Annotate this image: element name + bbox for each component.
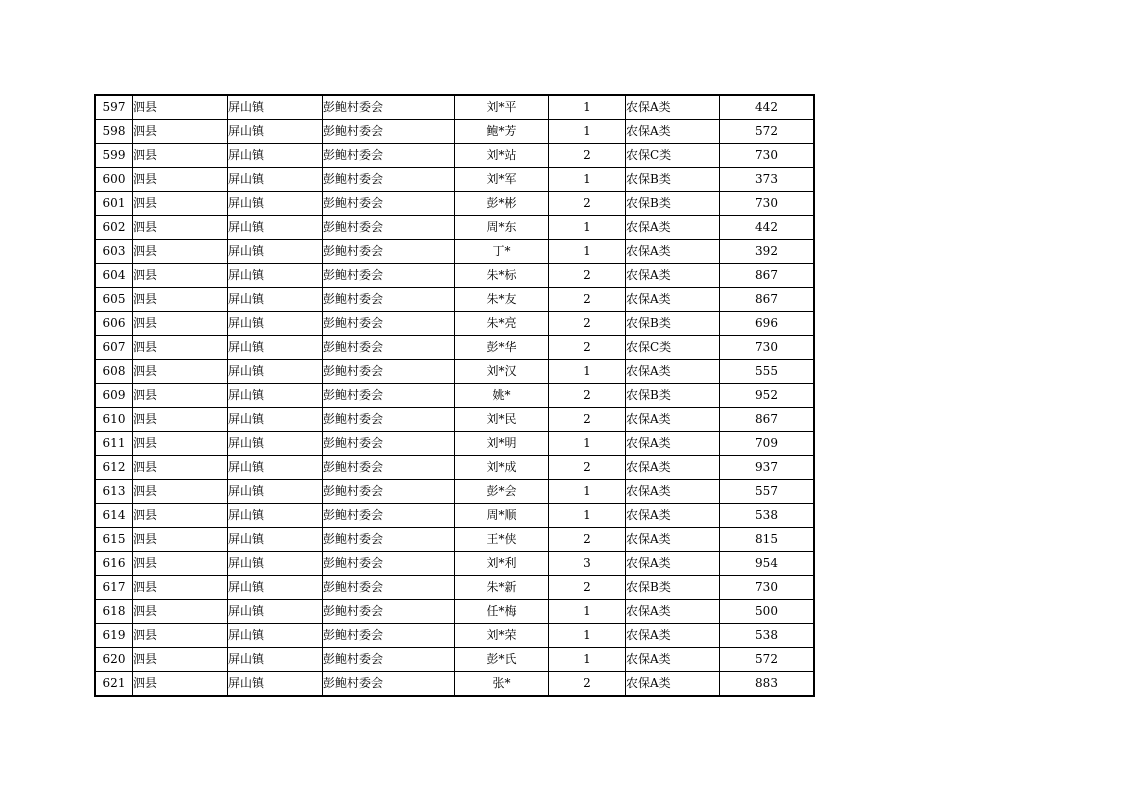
town-cell: 屏山镇 (228, 384, 323, 408)
town-cell: 屏山镇 (228, 408, 323, 432)
people-count-cell: 2 (549, 672, 626, 697)
people-count-cell: 1 (549, 432, 626, 456)
amount-cell: 442 (720, 95, 815, 120)
amount-cell: 500 (720, 600, 815, 624)
town-cell: 屏山镇 (228, 192, 323, 216)
name-cell: 彭*会 (455, 480, 549, 504)
village-cell: 彭鲍村委会 (323, 600, 455, 624)
row-number-cell: 598 (95, 120, 133, 144)
amount-cell: 937 (720, 456, 815, 480)
town-cell: 屏山镇 (228, 168, 323, 192)
insurance-type-cell: 农保A类 (626, 360, 720, 384)
name-cell: 朱*标 (455, 264, 549, 288)
table-row (95, 336, 814, 360)
insurance-type-cell: 农保A类 (626, 408, 720, 432)
town-cell: 屏山镇 (228, 288, 323, 312)
insurance-type-cell: 农保B类 (626, 168, 720, 192)
people-count-cell: 2 (549, 528, 626, 552)
county-cell: 泗县 (133, 552, 228, 576)
county-cell: 泗县 (133, 504, 228, 528)
table-row (95, 288, 814, 312)
people-count-cell: 2 (549, 576, 626, 600)
amount-cell: 442 (720, 216, 815, 240)
village-cell: 彭鲍村委会 (323, 95, 455, 120)
amount-cell: 954 (720, 552, 815, 576)
row-number-cell: 620 (95, 648, 133, 672)
village-cell: 彭鲍村委会 (323, 456, 455, 480)
insurance-type-cell: 农保A类 (626, 528, 720, 552)
people-count-cell: 1 (549, 480, 626, 504)
people-count-cell: 1 (549, 120, 626, 144)
name-cell: 刘*明 (455, 432, 549, 456)
county-cell: 泗县 (133, 360, 228, 384)
people-count-cell: 1 (549, 360, 626, 384)
row-number-cell: 611 (95, 432, 133, 456)
name-cell: 刘*成 (455, 456, 549, 480)
insurance-type-cell: 农保A类 (626, 504, 720, 528)
county-cell: 泗县 (133, 432, 228, 456)
village-cell: 彭鲍村委会 (323, 624, 455, 648)
people-count-cell: 2 (549, 144, 626, 168)
name-cell: 周*东 (455, 216, 549, 240)
amount-cell: 815 (720, 528, 815, 552)
name-cell: 刘*荣 (455, 624, 549, 648)
name-cell: 彭*彬 (455, 192, 549, 216)
amount-cell: 730 (720, 336, 815, 360)
village-cell: 彭鲍村委会 (323, 480, 455, 504)
village-cell: 彭鲍村委会 (323, 648, 455, 672)
village-cell: 彭鲍村委会 (323, 408, 455, 432)
town-cell: 屏山镇 (228, 264, 323, 288)
amount-cell: 952 (720, 384, 815, 408)
town-cell: 屏山镇 (228, 528, 323, 552)
table-row (95, 120, 814, 144)
amount-cell: 730 (720, 192, 815, 216)
county-cell: 泗县 (133, 480, 228, 504)
people-count-cell: 2 (549, 192, 626, 216)
people-count-cell: 2 (549, 312, 626, 336)
name-cell: 刘*汉 (455, 360, 549, 384)
row-number-cell: 602 (95, 216, 133, 240)
row-number-cell: 599 (95, 144, 133, 168)
county-cell: 泗县 (133, 528, 228, 552)
county-cell: 泗县 (133, 576, 228, 600)
row-number-cell: 605 (95, 288, 133, 312)
town-cell: 屏山镇 (228, 144, 323, 168)
row-number-cell: 603 (95, 240, 133, 264)
people-count-cell: 1 (549, 216, 626, 240)
insurance-type-cell: 农保A类 (626, 600, 720, 624)
people-count-cell: 2 (549, 264, 626, 288)
row-number-cell: 607 (95, 336, 133, 360)
county-cell: 泗县 (133, 672, 228, 697)
people-count-cell: 2 (549, 456, 626, 480)
village-cell: 彭鲍村委会 (323, 672, 455, 697)
name-cell: 刘*利 (455, 552, 549, 576)
row-number-cell: 616 (95, 552, 133, 576)
people-count-cell: 2 (549, 408, 626, 432)
county-cell: 泗县 (133, 120, 228, 144)
table-row (95, 360, 814, 384)
insurance-type-cell: 农保A类 (626, 95, 720, 120)
county-cell: 泗县 (133, 168, 228, 192)
town-cell: 屏山镇 (228, 312, 323, 336)
village-cell: 彭鲍村委会 (323, 336, 455, 360)
insurance-type-cell: 农保A类 (626, 120, 720, 144)
village-cell: 彭鲍村委会 (323, 312, 455, 336)
amount-cell: 730 (720, 144, 815, 168)
row-number-cell: 597 (95, 95, 133, 120)
table-row (95, 576, 814, 600)
county-cell: 泗县 (133, 384, 228, 408)
county-cell: 泗县 (133, 216, 228, 240)
table-row (95, 456, 814, 480)
amount-cell: 867 (720, 288, 815, 312)
county-cell: 泗县 (133, 144, 228, 168)
name-cell: 朱*新 (455, 576, 549, 600)
name-cell: 刘*站 (455, 144, 549, 168)
people-count-cell: 2 (549, 288, 626, 312)
table-row (95, 432, 814, 456)
people-count-cell: 1 (549, 240, 626, 264)
table-row (95, 408, 814, 432)
table-row (95, 192, 814, 216)
people-count-cell: 1 (549, 95, 626, 120)
village-cell: 彭鲍村委会 (323, 528, 455, 552)
row-number-cell: 618 (95, 600, 133, 624)
town-cell: 屏山镇 (228, 576, 323, 600)
town-cell: 屏山镇 (228, 552, 323, 576)
amount-cell: 392 (720, 240, 815, 264)
county-cell: 泗县 (133, 336, 228, 360)
row-number-cell: 615 (95, 528, 133, 552)
name-cell: 鲍*芳 (455, 120, 549, 144)
table-row (95, 528, 814, 552)
people-count-cell: 1 (549, 624, 626, 648)
amount-cell: 730 (720, 576, 815, 600)
town-cell: 屏山镇 (228, 216, 323, 240)
amount-cell: 696 (720, 312, 815, 336)
row-number-cell: 600 (95, 168, 133, 192)
table-row (95, 648, 814, 672)
table-row (95, 216, 814, 240)
table-row (95, 624, 814, 648)
town-cell: 屏山镇 (228, 624, 323, 648)
insurance-type-cell: 农保A类 (626, 480, 720, 504)
name-cell: 刘*军 (455, 168, 549, 192)
people-count-cell: 1 (549, 648, 626, 672)
village-cell: 彭鲍村委会 (323, 432, 455, 456)
table-row (95, 240, 814, 264)
amount-cell: 709 (720, 432, 815, 456)
amount-cell: 867 (720, 408, 815, 432)
town-cell: 屏山镇 (228, 240, 323, 264)
people-count-cell: 1 (549, 600, 626, 624)
insurance-type-cell: 农保C类 (626, 336, 720, 360)
village-cell: 彭鲍村委会 (323, 120, 455, 144)
table-row (95, 504, 814, 528)
insurance-type-cell: 农保A类 (626, 264, 720, 288)
row-number-cell: 619 (95, 624, 133, 648)
village-cell: 彭鲍村委会 (323, 144, 455, 168)
row-number-cell: 609 (95, 384, 133, 408)
row-number-cell: 610 (95, 408, 133, 432)
village-cell: 彭鲍村委会 (323, 576, 455, 600)
county-cell: 泗县 (133, 456, 228, 480)
town-cell: 屏山镇 (228, 120, 323, 144)
insurance-type-cell: 农保B类 (626, 312, 720, 336)
name-cell: 朱*友 (455, 288, 549, 312)
row-number-cell: 601 (95, 192, 133, 216)
insurance-type-cell: 农保C类 (626, 144, 720, 168)
table-row (95, 95, 814, 120)
people-count-cell: 1 (549, 168, 626, 192)
village-cell: 彭鲍村委会 (323, 240, 455, 264)
table-row (95, 144, 814, 168)
insurance-type-cell: 农保A类 (626, 552, 720, 576)
village-cell: 彭鲍村委会 (323, 384, 455, 408)
name-cell: 任*梅 (455, 600, 549, 624)
name-cell: 彭*氏 (455, 648, 549, 672)
name-cell: 彭*华 (455, 336, 549, 360)
name-cell: 王*侠 (455, 528, 549, 552)
row-number-cell: 614 (95, 504, 133, 528)
amount-cell: 572 (720, 648, 815, 672)
insurance-type-cell: 农保A类 (626, 456, 720, 480)
village-cell: 彭鲍村委会 (323, 552, 455, 576)
people-count-cell: 2 (549, 384, 626, 408)
table-row (95, 480, 814, 504)
county-cell: 泗县 (133, 648, 228, 672)
town-cell: 屏山镇 (228, 456, 323, 480)
name-cell: 刘*平 (455, 95, 549, 120)
village-cell: 彭鲍村委会 (323, 360, 455, 384)
row-number-cell: 612 (95, 456, 133, 480)
insurance-type-cell: 农保A类 (626, 216, 720, 240)
table-row (95, 552, 814, 576)
insurance-type-cell: 农保B类 (626, 384, 720, 408)
county-cell: 泗县 (133, 240, 228, 264)
town-cell: 屏山镇 (228, 95, 323, 120)
village-cell: 彭鲍村委会 (323, 264, 455, 288)
name-cell: 刘*民 (455, 408, 549, 432)
row-number-cell: 606 (95, 312, 133, 336)
people-count-cell: 1 (549, 504, 626, 528)
county-cell: 泗县 (133, 624, 228, 648)
row-number-cell: 604 (95, 264, 133, 288)
row-number-cell: 617 (95, 576, 133, 600)
people-count-cell: 2 (549, 336, 626, 360)
town-cell: 屏山镇 (228, 504, 323, 528)
village-cell: 彭鲍村委会 (323, 168, 455, 192)
table-row (95, 384, 814, 408)
village-cell: 彭鲍村委会 (323, 288, 455, 312)
village-cell: 彭鲍村委会 (323, 504, 455, 528)
town-cell: 屏山镇 (228, 600, 323, 624)
table-row (95, 600, 814, 624)
table-row (95, 312, 814, 336)
county-cell: 泗县 (133, 312, 228, 336)
insurance-type-cell: 农保A类 (626, 288, 720, 312)
town-cell: 屏山镇 (228, 336, 323, 360)
town-cell: 屏山镇 (228, 432, 323, 456)
county-cell: 泗县 (133, 192, 228, 216)
insurance-type-cell: 农保A类 (626, 624, 720, 648)
town-cell: 屏山镇 (228, 672, 323, 697)
table-row (95, 168, 814, 192)
name-cell: 周*顺 (455, 504, 549, 528)
table-row (95, 672, 814, 697)
people-count-cell: 3 (549, 552, 626, 576)
row-number-cell: 613 (95, 480, 133, 504)
insurance-type-cell: 农保B类 (626, 576, 720, 600)
county-cell: 泗县 (133, 408, 228, 432)
amount-cell: 883 (720, 672, 815, 697)
county-cell: 泗县 (133, 264, 228, 288)
county-cell: 泗县 (133, 288, 228, 312)
name-cell: 丁* (455, 240, 549, 264)
town-cell: 屏山镇 (228, 360, 323, 384)
town-cell: 屏山镇 (228, 480, 323, 504)
name-cell: 张* (455, 672, 549, 697)
amount-cell: 867 (720, 264, 815, 288)
village-cell: 彭鲍村委会 (323, 192, 455, 216)
county-cell: 泗县 (133, 600, 228, 624)
town-cell: 屏山镇 (228, 648, 323, 672)
village-cell: 彭鲍村委会 (323, 216, 455, 240)
amount-cell: 373 (720, 168, 815, 192)
name-cell: 朱*亮 (455, 312, 549, 336)
row-number-cell: 621 (95, 672, 133, 697)
insurance-type-cell: 农保B类 (626, 192, 720, 216)
insurance-type-cell: 农保A类 (626, 432, 720, 456)
table-row (95, 264, 814, 288)
amount-cell: 557 (720, 480, 815, 504)
data-table (94, 94, 815, 697)
insurance-type-cell: 农保A类 (626, 240, 720, 264)
amount-cell: 538 (720, 504, 815, 528)
amount-cell: 538 (720, 624, 815, 648)
table-body (95, 95, 814, 696)
county-cell: 泗县 (133, 95, 228, 120)
insurance-type-cell: 农保A类 (626, 672, 720, 697)
amount-cell: 555 (720, 360, 815, 384)
insurance-type-cell: 农保A类 (626, 648, 720, 672)
amount-cell: 572 (720, 120, 815, 144)
row-number-cell: 608 (95, 360, 133, 384)
name-cell: 姚* (455, 384, 549, 408)
